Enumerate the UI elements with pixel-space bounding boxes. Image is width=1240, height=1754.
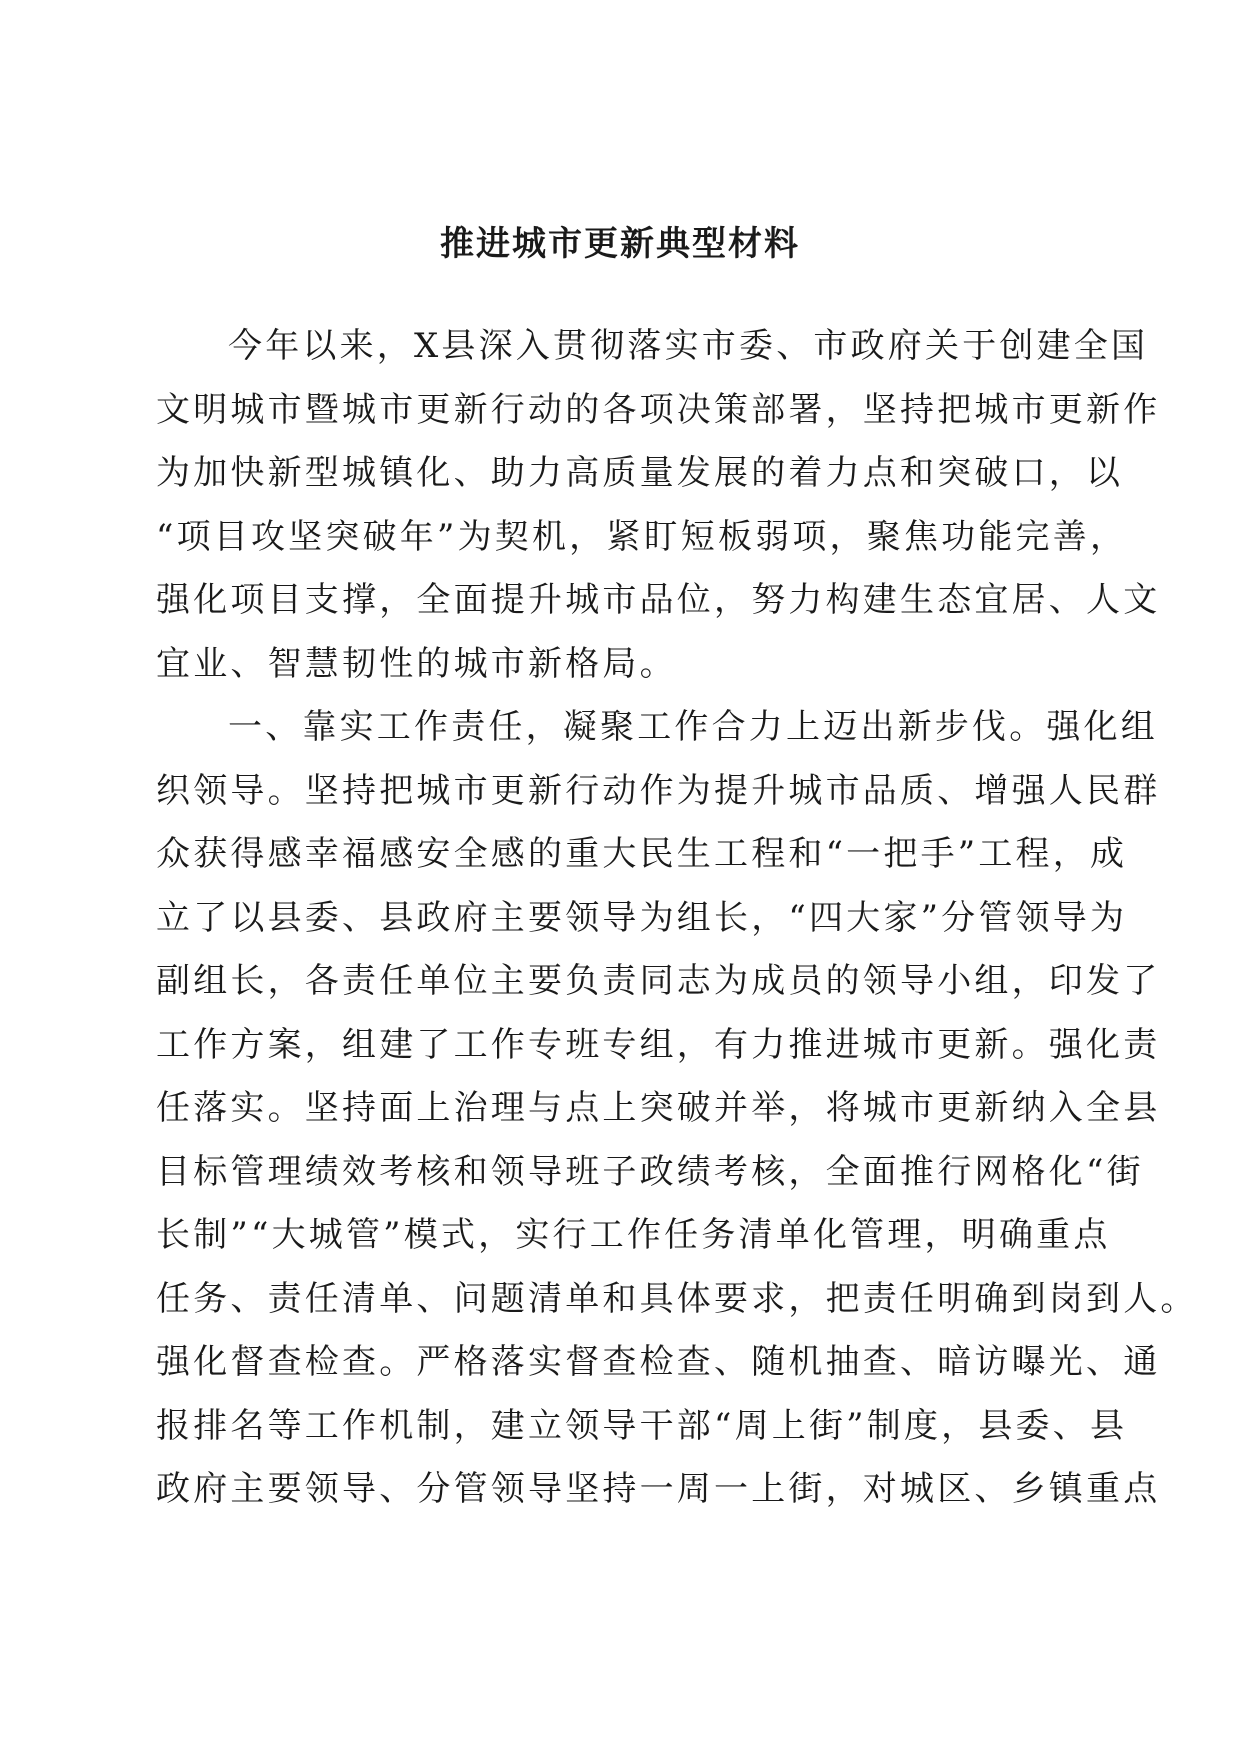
text-line: 工作方案，组建了工作专班专组，有力推进城市更新。强化责: [156, 1024, 1161, 1065]
text-line: 强化督查检查。严格落实督查检查、随机抽查、暗访曝光、通: [156, 1342, 1161, 1382]
text-line: 文明城市暨城市更新行动的各项决策部署，坚持把城市更新作: [156, 389, 1161, 430]
text-line: 报排名等工作机制，建立领导干部“周上街”制度，县委、县: [156, 1405, 1128, 1446]
text-line: 一、靠实工作责任，凝聚工作合力上迈出新步伐。强化组: [228, 707, 1158, 747]
text-line: 宜业、智慧韧性的城市新格局。: [156, 643, 677, 684]
text-line: 长制”“大城管”模式，实行工作任务清单化管理，明确重点: [156, 1215, 1111, 1255]
text-line: 政府主要领导、分管领导坚持一周一上街，对城区、乡镇重点: [156, 1469, 1161, 1509]
text-line: 众获得感幸福感安全感的重大民生工程和“一把手”工程，成: [156, 834, 1128, 874]
text-line: 任务、责任清单、问题清单和具体要求，把责任明确到岗到人。: [156, 1278, 1198, 1319]
document-title: 推进城市更新典型材料: [440, 224, 800, 264]
text-line: 织领导。坚持把城市更新行动作为提升城市品质、增强人民群: [156, 770, 1161, 811]
text-line: 今年以来，X县深入贯彻落实市委、市政府关于创建全国: [228, 326, 1149, 366]
text-line: 任落实。坚持面上治理与点上突破并举，将城市更新纳入全县: [156, 1088, 1161, 1128]
document-body: [156, 315, 1198, 1522]
text-line: 副组长，各责任单位主要负责同志为成员的领导小组，印发了: [156, 961, 1161, 1001]
text-line: 为加快新型城镇化、助力高质量发展的着力点和突破口，以: [156, 453, 1124, 493]
text-line: 立了以县委、县政府主要领导为组长，“四大家”分管领导为: [156, 897, 1128, 938]
text-line: 目标管理绩效考核和领导班子政绩考核，全面推行网格化“街: [156, 1151, 1144, 1192]
text-line: 强化项目支撑，全面提升城市品位，努力构建生态宜居、人文: [156, 580, 1161, 620]
text-line: “项目攻坚突破年”为契机，紧盯短板弱项，聚焦功能完善，: [156, 516, 1128, 557]
